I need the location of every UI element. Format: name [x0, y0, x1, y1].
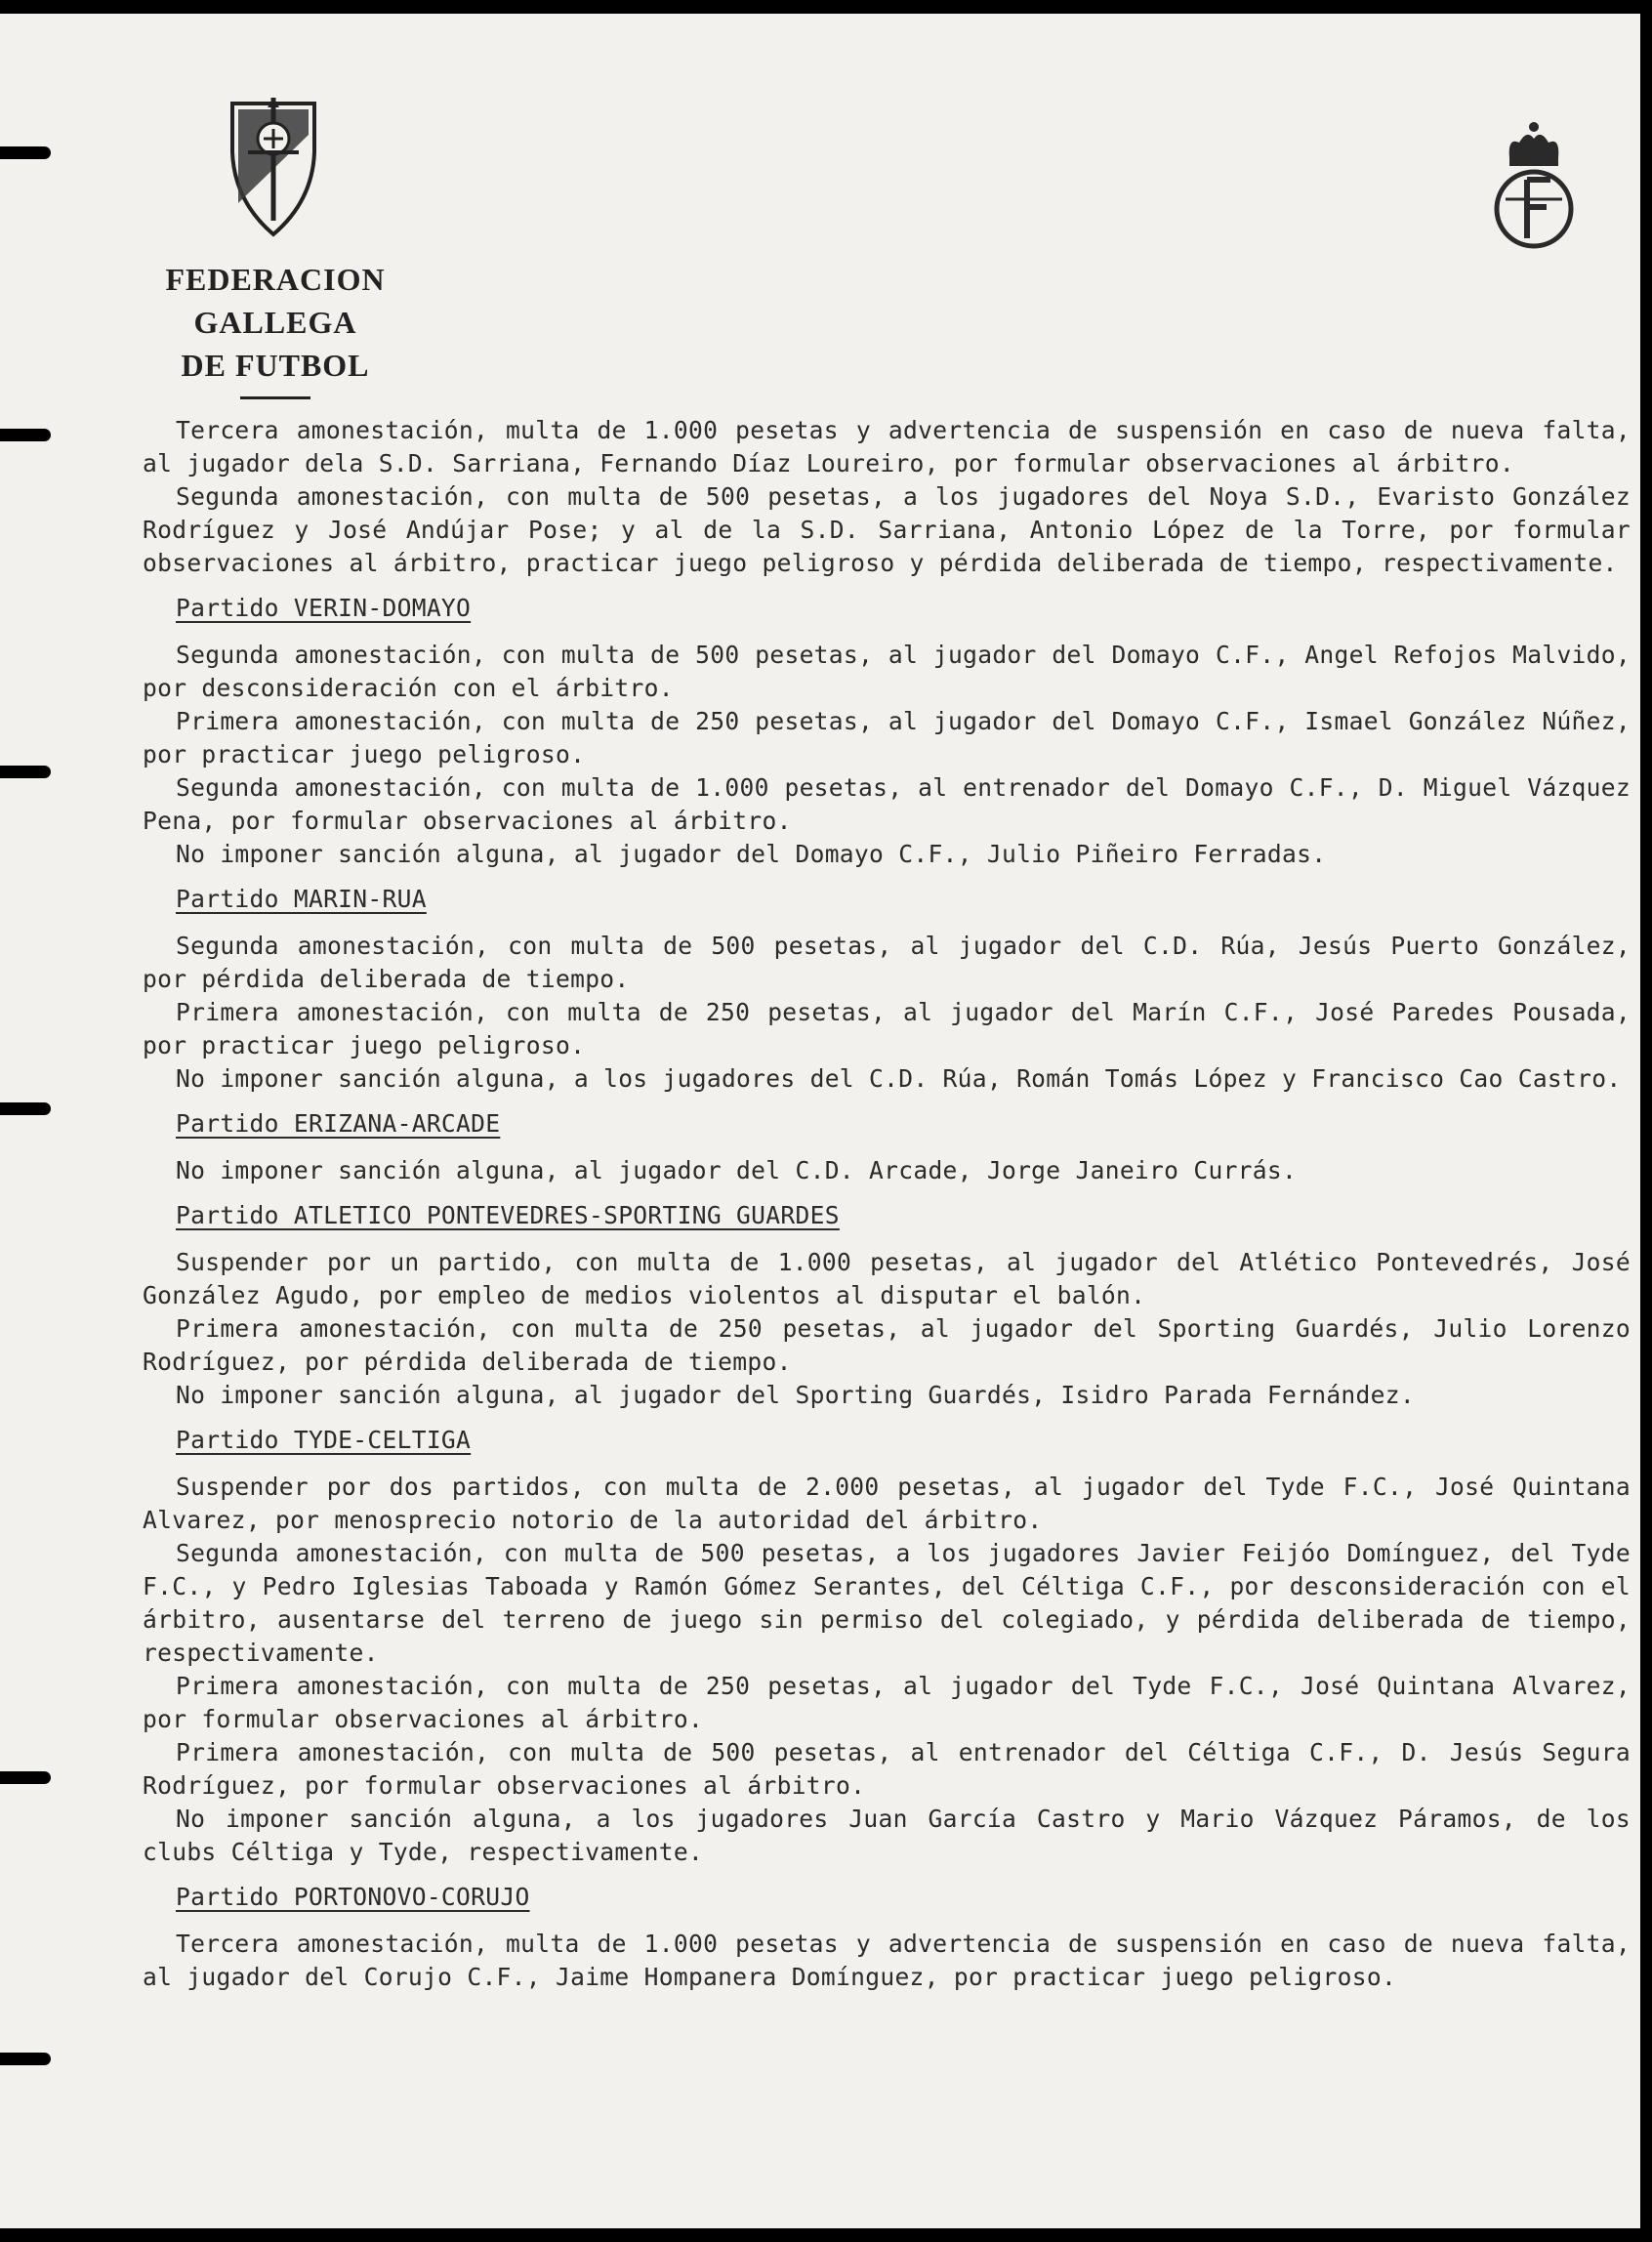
sanction-paragraph: Suspender por dos partidos, con multa de 2.000 pesetas, al jugador del Tyde F.C., José Quintana Alvarez, por menosprecio notorio de la autoridad del árbitro. [143, 1473, 1631, 1534]
match-title: Partido PORTONOVO-CORUJO [176, 1883, 530, 1911]
letterhead-line-2: DE FUTBOL [181, 348, 370, 383]
sanction-paragraph: Primera amonestación, con multa de 250 pesetas, al jugador del Sporting Guardés, Julio Lorenzo Rodríguez, por pérdida deliberada de tiempo. [143, 1314, 1631, 1376]
binder-hole [0, 429, 51, 441]
match-title: Partido ATLETICO PONTEVEDRES-SPORTING GUARDES [176, 1201, 840, 1229]
sanction-paragraph: No imponer sanción alguna, al jugador del Domayo C.F., Julio Piñeiro Ferradas. [176, 840, 1327, 868]
match-title: Partido ERIZANA-ARCADE [176, 1109, 501, 1138]
match-section [143, 1199, 1631, 1412]
sanction-paragraph: Segunda amonestación, con multa de 500 pesetas, al jugador del Domayo C.F., Angel Refojos Malvido, por desconsideración con el árbitro. [143, 641, 1631, 702]
letterhead-line-1: FEDERACION GALLEGA [165, 262, 386, 340]
match-title: Partido TYDE-CELTIGA [176, 1426, 472, 1454]
sanction-paragraph: No imponer sanción alguna, al jugador del Sporting Guardés, Isidro Parada Fernández. [176, 1381, 1415, 1409]
sanction-paragraph: Primera amonestación, con multa de 500 pesetas, al entrenador del Céltiga C.F., D. Jesús Segura Rodríguez, por formular observaciones al árbitro. [143, 1738, 1631, 1800]
document-page [0, 14, 1640, 2228]
sanction-paragraph: No imponer sanción alguna, a los jugadores del C.D. Rúa, Román Tomás López y Francisco Cao Castro. [176, 1064, 1622, 1093]
sanction-paragraph: No imponer sanción alguna, a los jugadores Juan García Castro y Mario Vázquez Páramos, de los clubs Céltiga y Tyde, respectivamente. [143, 1805, 1631, 1866]
match-section [143, 1881, 1631, 1994]
sanction-paragraph: Tercera amonestación, multa de 1.000 pesetas y advertencia de suspensión en caso de nueva falta, al jugador del Corujo C.F., Jaime Hompanera Domínguez, por practicar juego peligroso. [143, 1930, 1631, 1991]
sanction-paragraph: Segunda amonestación, con multa de 1.000 pesetas, al entrenador del Domayo C.F., D. Miguel Vázquez Pena, por formular observaciones al árbitro. [143, 773, 1631, 835]
royal-crown-federation-emblem-icon [1488, 119, 1580, 250]
sanction-paragraph: No imponer sanción alguna, al jugador del C.D. Arcade, Jorge Janeiro Currás. [176, 1156, 1298, 1184]
sanction-paragraph: Primera amonestación, con multa de 250 pesetas, al jugador del Marín C.F., José Paredes Pousada, por practicar juego peligroso. [143, 998, 1631, 1059]
match-title: Partido MARIN-RUA [176, 885, 427, 913]
intro-paragraph: Tercera amonestación, multa de 1.000 pesetas y advertencia de suspensión en caso de nueva falta, al jugador dela S.D. Sarriana, Fernando Díaz Loureiro, por formular observaciones al árbitro. [143, 416, 1631, 477]
binder-hole [0, 1102, 51, 1115]
sanction-paragraph: Segunda amonestación, con multa de 500 pesetas, al jugador del C.D. Rúa, Jesús Puerto González, por pérdida deliberada de tiempo. [143, 932, 1631, 993]
match-section [143, 1424, 1631, 1869]
binder-hole [0, 2053, 51, 2065]
binder-hole [0, 146, 51, 159]
letterhead-rule [240, 396, 310, 399]
sanction-paragraph: Primera amonestación, con multa de 250 pesetas, al jugador del Domayo C.F., Ismael González Núñez, por practicar juego peligroso. [143, 707, 1631, 768]
match-section [143, 883, 1631, 1096]
binder-hole [0, 766, 51, 778]
sanction-paragraph: Suspender por un partido, con multa de 1.000 pesetas, al jugador del Atlético Pontevedrés, José González Agudo, por empleo de medios violentos al disputar el balón. [143, 1248, 1631, 1309]
federation-shield-crest-icon [228, 96, 318, 238]
match-section [143, 592, 1631, 871]
sanction-paragraph: Primera amonestación, con multa de 250 pesetas, al jugador del Tyde F.C., José Quintana Alvarez, por formular observaciones al árbitro. [143, 1672, 1631, 1733]
binder-hole [0, 1771, 51, 1784]
letterhead [80, 258, 471, 399]
sanction-paragraph: Segunda amonestación, con multa de 500 pesetas, a los jugadores Javier Feijóo Domínguez, del Tyde F.C., y Pedro Iglesias Taboada y Ramón Gómez Serantes, del Céltiga C.F., por desconsideración con el árbitro, ausentarse del terreno de juego sin permiso del colegiado, y pérdida deliberada de tiempo, respectivamente. [143, 1539, 1631, 1667]
document-body [143, 414, 1631, 1994]
match-title: Partido VERIN-DOMAYO [176, 594, 472, 622]
intro-paragraph: Segunda amonestación, con multa de 500 pesetas, a los jugadores del Noya S.D., Evaristo González Rodríguez y José Andújar Pose; y al de la S.D. Sarriana, Antonio López de la Torre, por formular observaciones al árbitro, practicar juego peligroso y pérdida deliberada de tiempo, respectivamente. [143, 482, 1631, 577]
match-section [143, 1107, 1631, 1187]
